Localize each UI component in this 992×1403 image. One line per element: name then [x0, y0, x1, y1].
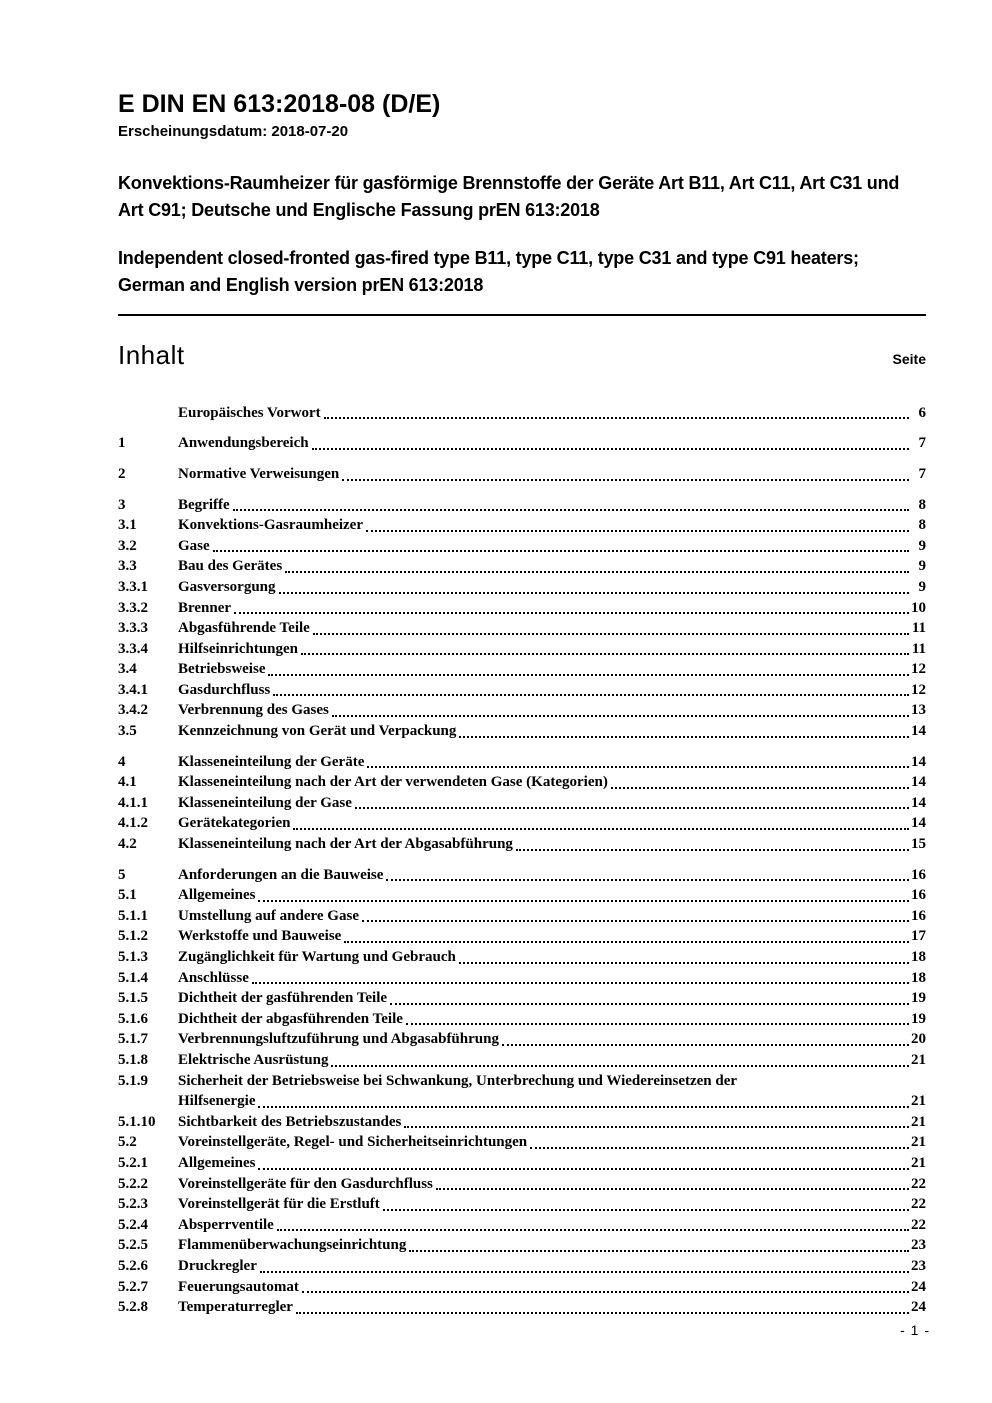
- publication-date: Erscheinungsdatum: 2018-07-20: [118, 122, 349, 140]
- toc-leader-dots: [409, 1250, 909, 1252]
- toc-entry: [118, 1050, 926, 1071]
- toc-entry-page: 9: [918, 537, 926, 554]
- toc-entry-page: 22: [911, 1175, 926, 1192]
- toc-entry-title: Brenner: [178, 599, 232, 616]
- toc-entry-page: 10: [911, 599, 926, 616]
- toc-entry-page: 7: [918, 465, 926, 482]
- toc-entry: [118, 721, 926, 742]
- toc-leader-dots: [342, 479, 909, 481]
- toc-entry-page: 24: [911, 1299, 926, 1316]
- toc-entry-page: 13: [911, 702, 926, 719]
- toc-entry-title: Hilfsenergie: [178, 1093, 256, 1110]
- toc-entry: [118, 988, 926, 1009]
- toc-entry-number: 5.2.1: [118, 1154, 148, 1171]
- toc-leader-dots: [302, 1291, 909, 1293]
- toc-entry-number: 3.4.1: [118, 681, 148, 698]
- toc-leader-dots: [260, 1271, 909, 1273]
- toc-entry-page: 11: [911, 620, 926, 637]
- document-number-title: E DIN EN 613:2018-08 (D/E): [118, 90, 441, 118]
- toc-entry-page: 8: [918, 517, 926, 534]
- toc-entry-title: Absperrventile: [178, 1216, 274, 1233]
- toc-entry-number: 3.1: [118, 517, 137, 534]
- toc-entry-page: 21: [911, 1093, 926, 1110]
- toc-entry: [118, 1153, 926, 1174]
- toc-entry-number: 1: [118, 435, 126, 452]
- toc-entry-number: 5.2.7: [118, 1278, 148, 1295]
- toc-entry-number: 4.1: [118, 774, 137, 791]
- toc-leader-dots: [332, 715, 909, 717]
- toc-leader-dots: [273, 694, 909, 696]
- toc-leader-dots: [258, 1168, 909, 1170]
- toc-entry-title: Gasdurchfluss: [178, 681, 271, 698]
- toc-entry-number: 5.2.2: [118, 1175, 148, 1192]
- toc-header-row: [118, 340, 926, 371]
- toc-entry-number: 3.5: [118, 723, 137, 740]
- toc-entry-page: 14: [911, 723, 926, 740]
- toc-entry-number: 3.4.2: [118, 702, 148, 719]
- toc-entry-title: Hilfseinrichtungen: [178, 640, 299, 657]
- toc-entry-page: 12: [911, 681, 926, 698]
- toc-entry: [118, 813, 926, 834]
- toc-entry: [118, 1215, 926, 1236]
- toc-leader-dots: [404, 1126, 909, 1128]
- toc-leader-dots: [611, 787, 909, 789]
- toc-entry-page: 12: [911, 661, 926, 678]
- toc-entry-number: 3.4: [118, 661, 137, 678]
- toc-entry: [118, 464, 926, 485]
- toc-entry-page: 20: [911, 1031, 926, 1048]
- toc-entry-title: Anforderungen an die Bauweise: [178, 866, 384, 883]
- toc-entry: [118, 772, 926, 793]
- toc-entry: [118, 1029, 926, 1050]
- toc-entry-page: 21: [911, 1154, 926, 1171]
- toc-group: [118, 865, 926, 1318]
- toc-entry: [118, 752, 926, 773]
- toc-entry-title: Kennzeichnung von Gerät und Verpackung: [178, 723, 457, 740]
- toc-entry-number: 5.2.8: [118, 1299, 148, 1316]
- toc-entry: [118, 495, 926, 516]
- toc-leader-dots: [436, 1188, 909, 1190]
- toc-entry: [118, 433, 926, 454]
- toc-entry-page: 16: [911, 907, 926, 924]
- toc-entry-number: 4: [118, 753, 126, 770]
- toc-entry: [118, 1071, 926, 1092]
- toc-entry: [118, 680, 926, 701]
- toc-entry-title: Voreinstellgerät für die Erstluft: [178, 1196, 380, 1213]
- toc-leader-dots: [362, 920, 909, 922]
- toc-leader-dots: [459, 736, 909, 738]
- toc-entry-number: 5.1.8: [118, 1051, 148, 1068]
- toc-leader-dots: [516, 849, 909, 851]
- toc-entry-title: Konvektions-Gasraumheizer: [178, 517, 363, 534]
- toc-list: [118, 403, 926, 1318]
- toc-leader-dots: [530, 1147, 909, 1149]
- document-title-english: Independent closed-fronted gas-fired type B11, type C11, type C31 and type C91 heaters; German and English version prEN 613:2018: [118, 247, 859, 295]
- toc-entry: [118, 947, 926, 968]
- toc-entry-title: Sicherheit der Betriebsweise bei Schwankung, Unterbrechung und Wiedereinsetzen der: [178, 1072, 738, 1089]
- toc-entry-title: Europäisches Vorwort: [178, 404, 321, 421]
- toc-entry: [118, 556, 926, 577]
- toc-entry-page: 14: [911, 753, 926, 770]
- toc-entry-page: 21: [911, 1051, 926, 1068]
- toc-leader-dots: [367, 766, 909, 768]
- toc-entry: [118, 1194, 926, 1215]
- toc-entry-number: 5.2.6: [118, 1257, 148, 1274]
- toc-leader-dots: [293, 828, 909, 830]
- toc-entry: [118, 536, 926, 557]
- toc-entry-title: Verbrennung des Gases: [178, 702, 329, 719]
- toc-entry-title: Gasversorgung: [178, 578, 276, 595]
- toc-entry-continuation: [118, 1091, 926, 1112]
- toc-entry: [118, 926, 926, 947]
- toc-entry-title: Druckregler: [178, 1257, 257, 1274]
- toc-entry-title: Anschlüsse: [178, 969, 249, 986]
- toc-entry-number: 5.1.2: [118, 928, 148, 945]
- toc-leader-dots: [258, 1106, 909, 1108]
- toc-entry-page: 18: [911, 969, 926, 986]
- toc-heading: Inhalt: [118, 339, 185, 370]
- toc-group: [118, 403, 926, 424]
- toc-entry: [118, 1277, 926, 1298]
- toc-entry-number: 3.3.4: [118, 640, 148, 657]
- toc-leader-dots: [344, 941, 909, 943]
- toc-entry-number: 5.2.5: [118, 1237, 148, 1254]
- toc-entry-number: 2: [118, 465, 126, 482]
- toc-entry-title: Allgemeines: [178, 887, 256, 904]
- toc-entry-page: 6: [918, 404, 926, 421]
- toc-entry-page: 22: [911, 1216, 926, 1233]
- toc-entry-page: 16: [911, 866, 926, 883]
- toc-entry: [118, 1297, 926, 1318]
- toc-entry-title: Verbrennungsluftzuführung und Abgasabführung: [178, 1031, 499, 1048]
- toc-entry-title: Gerätekategorien: [178, 815, 291, 832]
- toc-entry-page: 21: [911, 1113, 926, 1130]
- toc-entry-number: 3.2: [118, 537, 137, 554]
- toc-entry: [118, 1235, 926, 1256]
- toc-leader-dots: [459, 962, 909, 964]
- toc-entry-number: 5.1.4: [118, 969, 148, 986]
- toc-entry: [118, 577, 926, 598]
- toc-entry-title: Voreinstellgeräte, Regel- und Sicherheitseinrichtungen: [178, 1134, 528, 1151]
- toc-entry-page: 7: [918, 435, 926, 452]
- toc-leader-dots: [383, 1209, 909, 1211]
- toc-group: [118, 752, 926, 855]
- toc-page-column-label: Seite: [892, 350, 926, 367]
- toc-entry-title: Gase: [178, 537, 210, 554]
- toc-leader-dots: [502, 1044, 909, 1046]
- toc-leader-dots: [312, 448, 909, 450]
- toc-group: [118, 433, 926, 454]
- toc-entry-title: Temperaturregler: [178, 1299, 293, 1316]
- toc-entry-page: 8: [918, 496, 926, 513]
- toc-entry-title: Sichtbarkeit des Betriebszustandes: [178, 1113, 402, 1130]
- toc-group: [118, 495, 926, 742]
- toc-entry-number: 5.1: [118, 887, 137, 904]
- toc-entry-number: 3: [118, 496, 126, 513]
- toc-entry-number: 3.3.1: [118, 578, 148, 595]
- toc-leader-dots: [252, 982, 909, 984]
- toc-entry-title: Zugänglichkeit für Wartung und Gebrauch: [178, 949, 456, 965]
- toc-entry-title: Flammenüberwachungseinrichtung: [178, 1237, 407, 1254]
- toc-entry: [118, 885, 926, 906]
- toc-entry: [118, 865, 926, 886]
- toc-entry: [118, 968, 926, 989]
- toc-leader-dots: [233, 509, 909, 511]
- toc-entry-page: 9: [918, 578, 926, 595]
- toc-group: [118, 464, 926, 485]
- toc-entry: [118, 515, 926, 536]
- toc-leader-dots: [268, 674, 909, 676]
- toc-entry-page: 22: [911, 1196, 926, 1213]
- toc-entry-title: Dichtheit der abgasführenden Teile: [178, 1010, 403, 1027]
- toc-entry-page: 15: [911, 836, 926, 853]
- toc-leader-dots: [386, 879, 909, 881]
- toc-entry-number: 4.1.1: [118, 794, 148, 811]
- toc-entry-title: Allgemeines: [178, 1154, 256, 1171]
- toc-leader-dots: [258, 900, 909, 902]
- toc-leader-dots: [331, 1065, 909, 1067]
- toc-entry-number: 5.1.10: [118, 1113, 156, 1130]
- toc-entry-number: 5.1.5: [118, 990, 148, 1007]
- toc-leader-dots: [213, 550, 909, 552]
- toc-entry-number: 5.1.3: [118, 949, 148, 965]
- toc-entry-title: Dichtheit der gasführenden Teile: [178, 990, 388, 1007]
- toc-entry: [118, 793, 926, 814]
- toc-leader-dots: [406, 1023, 909, 1025]
- toc-entry-page: 23: [911, 1237, 926, 1254]
- toc-entry-number: 5.1.9: [118, 1072, 148, 1089]
- toc-entry-number: 5: [118, 866, 126, 883]
- toc-leader-dots: [324, 417, 909, 419]
- toc-entry-number: 3.3.3: [118, 620, 148, 637]
- toc-entry: [118, 659, 926, 680]
- toc-entry-number: 5.1.1: [118, 907, 148, 924]
- toc-entry-number: 5.2: [118, 1134, 137, 1151]
- toc-entry-page: 11: [911, 640, 926, 657]
- toc-entry-page: 19: [911, 990, 926, 1007]
- toc-entry-number: 5.2.4: [118, 1216, 148, 1233]
- toc-entry-page: 14: [911, 794, 926, 811]
- toc-entry-number: 4.1.2: [118, 815, 148, 832]
- toc-entry-title: Klasseneinteilung der Geräte: [178, 753, 365, 770]
- toc-entry-page: 19: [911, 1010, 926, 1027]
- toc-entry-title: Werkstoffe und Bauweise: [178, 928, 342, 945]
- toc-entry-title: Bau des Gerätes: [178, 558, 283, 575]
- toc-entry-number: 3.3.2: [118, 599, 148, 616]
- toc-leader-dots: [390, 1003, 909, 1005]
- toc-entry-page: 14: [911, 774, 926, 791]
- toc-leader-dots: [279, 592, 910, 594]
- toc-entry-title: Klasseneinteilung nach der Art der Abgasabführung: [178, 836, 513, 853]
- toc-entry-title: Umstellung auf andere Gase: [178, 907, 359, 924]
- toc-entry-number: 5.1.6: [118, 1010, 148, 1027]
- footer-page-number: - 1 -: [900, 1322, 930, 1338]
- toc-entry: [118, 598, 926, 619]
- toc-leader-dots: [234, 612, 909, 614]
- toc-entry-page: 14: [911, 815, 926, 832]
- toc-entry-title: Normative Verweisungen: [178, 465, 340, 482]
- toc-entry: [118, 1132, 926, 1153]
- toc-entry-title: Klasseneinteilung nach der Art der verwendeten Gase (Kategorien): [178, 774, 608, 791]
- toc-leader-dots: [313, 633, 909, 635]
- toc-entry-title: Voreinstellgeräte für den Gasdurchfluss: [178, 1175, 433, 1192]
- toc-leader-dots: [301, 653, 909, 655]
- toc-entry-title: Betriebsweise: [178, 661, 266, 678]
- toc-entry-number: 5.2.3: [118, 1196, 148, 1213]
- toc-entry-title: Feuerungsautomat: [178, 1278, 299, 1295]
- toc-leader-dots: [285, 571, 909, 573]
- toc-entry: [118, 834, 926, 855]
- header-divider-rule: [118, 314, 926, 316]
- toc-entry: [118, 618, 926, 639]
- toc-entry-number: 4.2: [118, 836, 137, 853]
- toc-leader-dots: [366, 530, 909, 532]
- document-title-german: Konvektions-Raumheizer für gasförmige Brennstoffe der Geräte Art B11, Art C11, Art C31 und Art C91; Deutsche und Englische Fassung prEN 613:2018: [118, 172, 900, 220]
- toc-entry-page: 24: [911, 1278, 926, 1295]
- toc-entry-number: 3.3: [118, 558, 137, 575]
- toc-entry-page: 16: [911, 887, 926, 904]
- toc-entry: [118, 1174, 926, 1195]
- toc-entry: [118, 700, 926, 721]
- toc-entry-page: 18: [911, 949, 926, 965]
- toc-leader-dots: [296, 1312, 909, 1314]
- toc-entry-page: 23: [911, 1257, 926, 1274]
- toc-entry-number: 5.1.7: [118, 1031, 148, 1048]
- toc-entry-page: 9: [918, 558, 926, 575]
- toc-entry-title: Abgasführende Teile: [178, 620, 310, 637]
- toc-entry: [118, 639, 926, 660]
- toc-entry: [118, 403, 926, 424]
- toc-entry-page: 21: [911, 1134, 926, 1151]
- toc-leader-dots: [277, 1229, 909, 1231]
- toc-entry: [118, 1009, 926, 1030]
- toc-entry-title: Klasseneinteilung der Gase: [178, 794, 352, 811]
- toc-entry-title: Elektrische Ausrüstung: [178, 1051, 329, 1068]
- toc-entry: [118, 1112, 926, 1133]
- toc-entry: [118, 1256, 926, 1277]
- toc-entry: [118, 906, 926, 927]
- toc-leader-dots: [355, 807, 909, 809]
- toc-entry-page: 17: [911, 928, 926, 945]
- toc-entry-title: Anwendungsbereich: [178, 435, 309, 452]
- toc-entry-title: Begriffe: [178, 496, 230, 513]
